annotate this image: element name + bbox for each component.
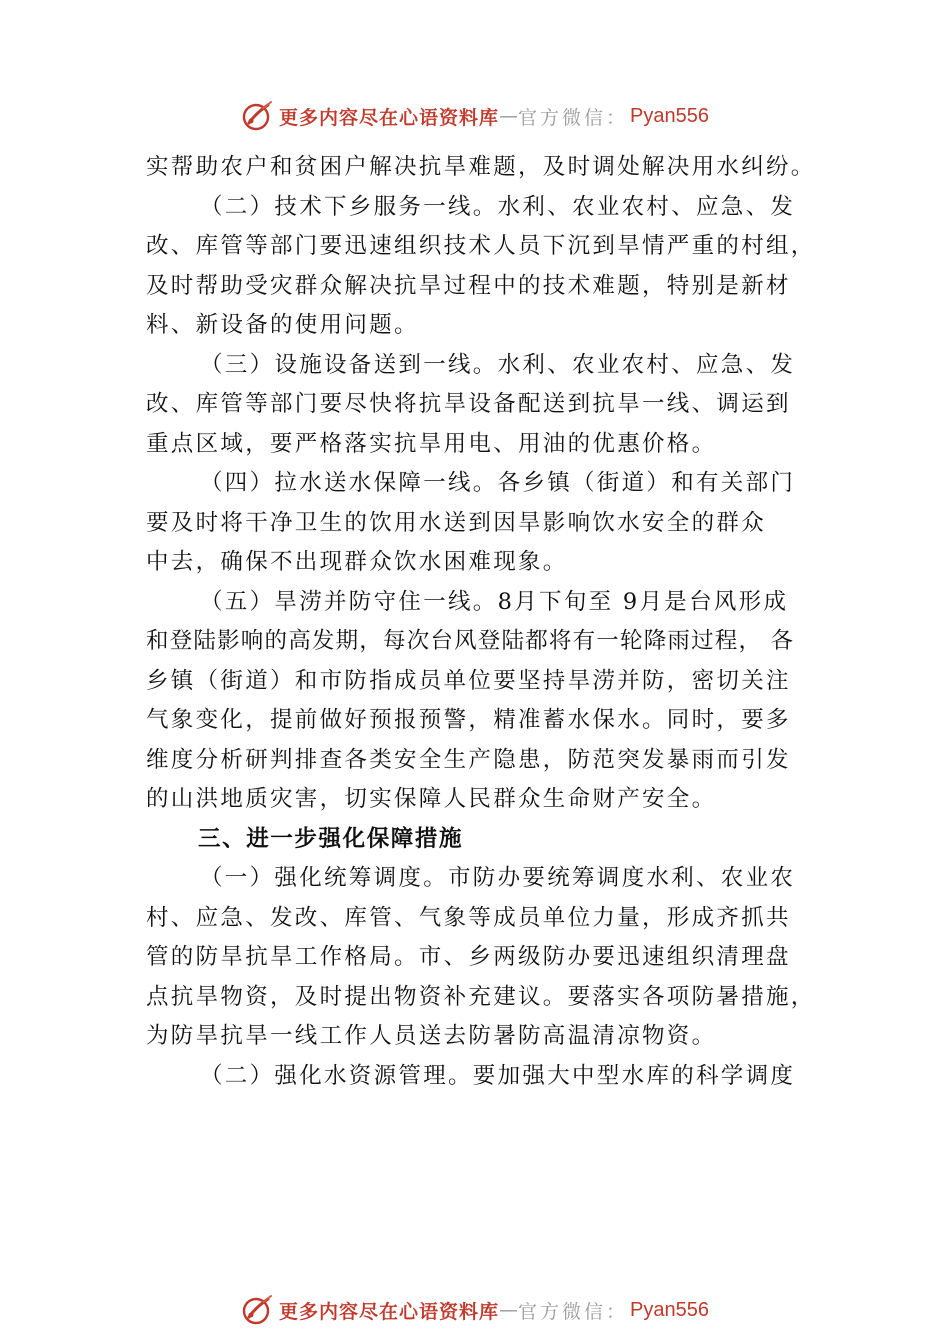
text-line: 要及时将干净卫生的饮用水送到因旱影响饮水安全的群众 (146, 509, 767, 536)
text-line: 气象变化，提前做好预报预警，精准蓄水保水。同时，要多 (146, 707, 791, 733)
text-line: 及时帮助受灾群众解决抗旱过程中的技术难题，特别是新材 (146, 272, 791, 299)
brush-logo-icon (241, 1293, 275, 1327)
text-line: （二）技术下乡服务一线。水利、农业农村、应急、发 (200, 193, 796, 220)
watermark-dash: — (499, 1299, 519, 1321)
brush-logo-icon (241, 99, 275, 133)
text-line: 和登陆影响的高发期，每次台风登陆都将有一轮降雨过程， 各 (146, 628, 795, 654)
text-line: （五）旱涝并防守住一线。8月下旬至 9月是台风形成 (200, 588, 789, 615)
watermark-header (0, 96, 950, 136)
text-line: 料、新设备的使用问题。 (146, 312, 419, 338)
text-line: 村、应急、发改、库管、气象等成员单位力量，形成齐抓共 (146, 904, 791, 931)
text-line: 改、库管等部门要迅速组织技术人员下沉到旱情严重的村组， (146, 233, 816, 259)
text-line: 管的防旱抗旱工作格局。市、乡两级防办要迅速组织清理盘 (146, 944, 791, 970)
watermark-brand: 更多内容尽在心语资料库 (279, 106, 500, 129)
watermark-dash: — (499, 105, 519, 127)
text-line: 重点区域，要严格落实抗旱用电、用油的优惠价格。 (146, 430, 717, 457)
text-line: （二）强化水资源管理。要加强大中型水库的科学调度 (200, 1062, 796, 1089)
document-body (146, 148, 816, 1096)
watermark-wechat-id: Pyan556 (630, 1298, 709, 1321)
text-line: （三）设施设备送到一线。水利、农业农村、应急、发 (200, 351, 796, 378)
watermark-footer (0, 1290, 950, 1330)
text-line: 改、库管等部门要尽快将抗旱设备配送到抗旱一线、调运到 (146, 391, 791, 417)
text-line: （四）拉水送水保障一线。各乡镇（街道）和有关部门 (200, 470, 796, 496)
section-heading: 三、进一步强化保障措施 (198, 825, 464, 852)
text-line: 维度分析研判排查各类安全生产隐患，防范突发暴雨而引发 (146, 746, 791, 773)
text-line: 点抗旱物资，及时提出物资补充建议。要落实各项防暑措施， (146, 983, 816, 1010)
watermark-label: 官方微信： (518, 1300, 629, 1323)
text-line: 的山洪地质灾害，切实保障人民群众生命财产安全。 (146, 786, 717, 812)
watermark-brand: 更多内容尽在心语资料库 (279, 1300, 500, 1323)
text-line: 为防旱抗旱一线工作人员送去防暑防高温清凉物资。 (146, 1023, 717, 1049)
watermark-label: 官方微信： (518, 106, 629, 129)
text-line: 乡镇（街道）和市防指成员单位要坚持旱涝并防，密切关注 (146, 667, 791, 694)
text-line: （一）强化统筹调度。市防办要统筹调度水利、农业农 (200, 865, 796, 891)
watermark-wechat-id: Pyan556 (630, 104, 709, 127)
text-line: 实帮助农户和贫困户解决抗旱难题，及时调处解决用水纠纷。 (146, 154, 816, 180)
text-line: 中去，确保不出现群众饮水困难现象。 (146, 549, 568, 575)
